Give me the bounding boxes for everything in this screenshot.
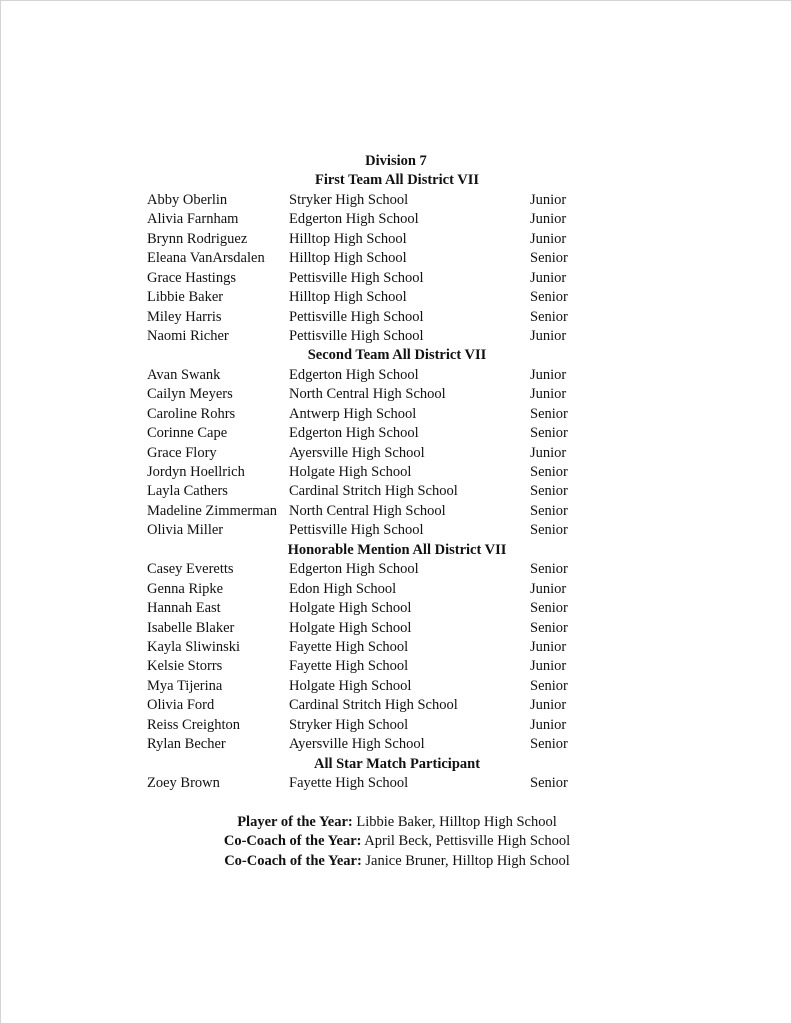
award-value: April Beck, Pettisville High School [361, 833, 571, 850]
player-school: North Central High School [289, 502, 446, 519]
player-school: Edgerton High School [289, 366, 419, 383]
player-name: Eleana VanArsdalen [147, 250, 265, 267]
player-school: Holgate High School [289, 677, 412, 694]
player-school: Pettisville High School [289, 269, 424, 286]
player-row [147, 210, 647, 229]
player-name: Alivia Farnham [147, 211, 239, 228]
player-row [147, 619, 647, 638]
player-name: Caroline Rohrs [147, 405, 236, 422]
player-year: Senior [530, 677, 568, 694]
player-year: Senior [530, 736, 568, 753]
player-name: Madeline Zimmerman [147, 502, 278, 519]
player-name: Miley Harris [147, 308, 222, 325]
player-year: Junior [530, 638, 567, 655]
player-school: Hilltop High School [289, 289, 407, 306]
player-name: Mya Tijerina [147, 677, 223, 694]
player-year: Junior [530, 580, 567, 597]
award-line [147, 813, 647, 832]
player-row [147, 444, 647, 463]
player-year: Junior [530, 211, 567, 228]
player-row [147, 269, 647, 288]
player-year: Junior [530, 697, 567, 714]
player-year: Senior [530, 464, 568, 480]
player-row [147, 677, 647, 696]
player-row [147, 463, 647, 482]
division-roster [147, 152, 647, 793]
player-school: North Central High School [289, 386, 446, 403]
player-name: Avan Swank [147, 366, 221, 383]
award-line [147, 852, 647, 871]
award-value: Libbie Baker, Hilltop High School [352, 814, 557, 830]
player-year: Senior [530, 308, 568, 325]
player-year: Senior [530, 289, 568, 306]
player-name: Cailyn Meyers [147, 386, 233, 403]
player-school: Pettisville High School [289, 308, 424, 325]
player-name: Zoey Brown [147, 775, 220, 791]
player-school: Holgate High School [289, 619, 412, 636]
player-name: Olivia Ford [147, 697, 215, 714]
player-school: Stryker High School [289, 191, 409, 208]
section-heading: Honorable Mention All District VII [287, 541, 507, 558]
player-school: Hilltop High School [289, 230, 407, 247]
section-heading: First Team All District VII [314, 172, 480, 189]
player-row [147, 599, 647, 618]
player-year: Senior [530, 522, 568, 539]
player-year: Junior [530, 327, 567, 344]
player-row [147, 560, 647, 579]
player-year: Senior [530, 600, 568, 617]
player-school: Hilltop High School [289, 250, 407, 267]
player-year: Senior [530, 619, 568, 636]
player-name: Corinne Cape [147, 425, 228, 442]
player-row [147, 638, 647, 657]
player-name: Layla Cathers [147, 483, 228, 500]
player-name: Isabelle Blaker [147, 619, 235, 636]
award-label: Co-Coach of the Year: [224, 852, 362, 869]
player-name: Grace Flory [147, 444, 217, 461]
player-year: Junior [530, 366, 567, 383]
player-year: Senior [530, 405, 568, 422]
player-name: Naomi Richer [147, 327, 229, 344]
player-row [147, 230, 647, 249]
section-heading: All Star Match Participant [313, 755, 481, 772]
section-heading: Second Team All District VII [307, 347, 487, 364]
player-school: Fayette High School [289, 638, 409, 655]
player-school: Cardinal Stritch High School [289, 697, 458, 714]
player-school: Pettisville High School [289, 327, 424, 344]
player-row [147, 191, 647, 210]
player-row [147, 657, 647, 676]
player-row [147, 502, 647, 521]
player-year: Junior [530, 444, 567, 461]
player-year: Senior [530, 483, 568, 500]
player-row [147, 308, 647, 327]
player-row [147, 696, 647, 715]
player-school: Ayersville High School [289, 444, 425, 461]
player-school: Edgerton High School [289, 425, 419, 442]
player-name: Olivia Miller [147, 522, 224, 539]
player-row [147, 249, 647, 268]
player-year: Senior [530, 250, 568, 267]
roster-sections [147, 171, 647, 793]
player-name: Brynn Rodriguez [147, 230, 248, 247]
player-name: Abby Oberlin [147, 191, 228, 208]
award-line [147, 832, 647, 851]
player-row [147, 774, 647, 793]
player-school: Edgerton High School [289, 211, 419, 228]
player-row [147, 366, 647, 385]
player-year: Junior [530, 191, 567, 208]
player-name: Kayla Sliwinski [147, 638, 241, 655]
player-name: Casey Everetts [147, 561, 234, 578]
player-row [147, 424, 647, 443]
player-year: Senior [530, 561, 568, 578]
player-school: Holgate High School [289, 600, 412, 617]
division-title: Division 7 [365, 153, 427, 169]
player-year: Junior [530, 269, 567, 286]
player-row [147, 735, 647, 754]
player-name: Kelsie Storrs [147, 658, 223, 675]
player-year: Junior [530, 716, 567, 733]
player-school: Pettisville High School [289, 522, 424, 539]
player-school: Fayette High School [289, 658, 409, 675]
player-row [147, 521, 647, 540]
player-name: Grace Hastings [147, 269, 236, 286]
player-name: Reiss Creighton [147, 716, 241, 733]
player-year: Junior [530, 658, 567, 675]
player-name: Rylan Becher [147, 736, 226, 753]
player-row [147, 288, 647, 307]
player-name: Jordyn Hoellrich [147, 464, 245, 480]
player-year: Senior [530, 425, 568, 442]
player-row [147, 580, 647, 599]
player-name: Genna Ripke [147, 580, 224, 597]
player-year: Junior [530, 386, 567, 403]
player-school: Edgerton High School [289, 561, 419, 578]
player-row [147, 716, 647, 735]
player-school: Ayersville High School [289, 736, 425, 753]
player-row [147, 482, 647, 501]
player-year: Senior [530, 775, 568, 791]
player-row [147, 327, 647, 346]
player-school: Cardinal Stritch High School [289, 483, 458, 500]
player-school: Holgate High School [289, 464, 412, 480]
player-year: Senior [530, 502, 568, 519]
award-label: Co-Coach of the Year: [223, 833, 362, 850]
player-school: Stryker High School [289, 716, 409, 733]
player-name: Hannah East [147, 600, 221, 617]
award-label: Player of the Year: [237, 814, 353, 830]
awards-block [147, 813, 647, 871]
player-year: Junior [530, 230, 567, 247]
player-row [147, 405, 647, 424]
award-value: Janice Bruner, Hilltop High School [361, 852, 570, 869]
player-school: Fayette High School [289, 775, 409, 791]
player-row [147, 385, 647, 404]
player-school: Edon High School [289, 580, 397, 597]
player-school: Antwerp High School [289, 405, 417, 422]
player-name: Libbie Baker [147, 289, 224, 306]
